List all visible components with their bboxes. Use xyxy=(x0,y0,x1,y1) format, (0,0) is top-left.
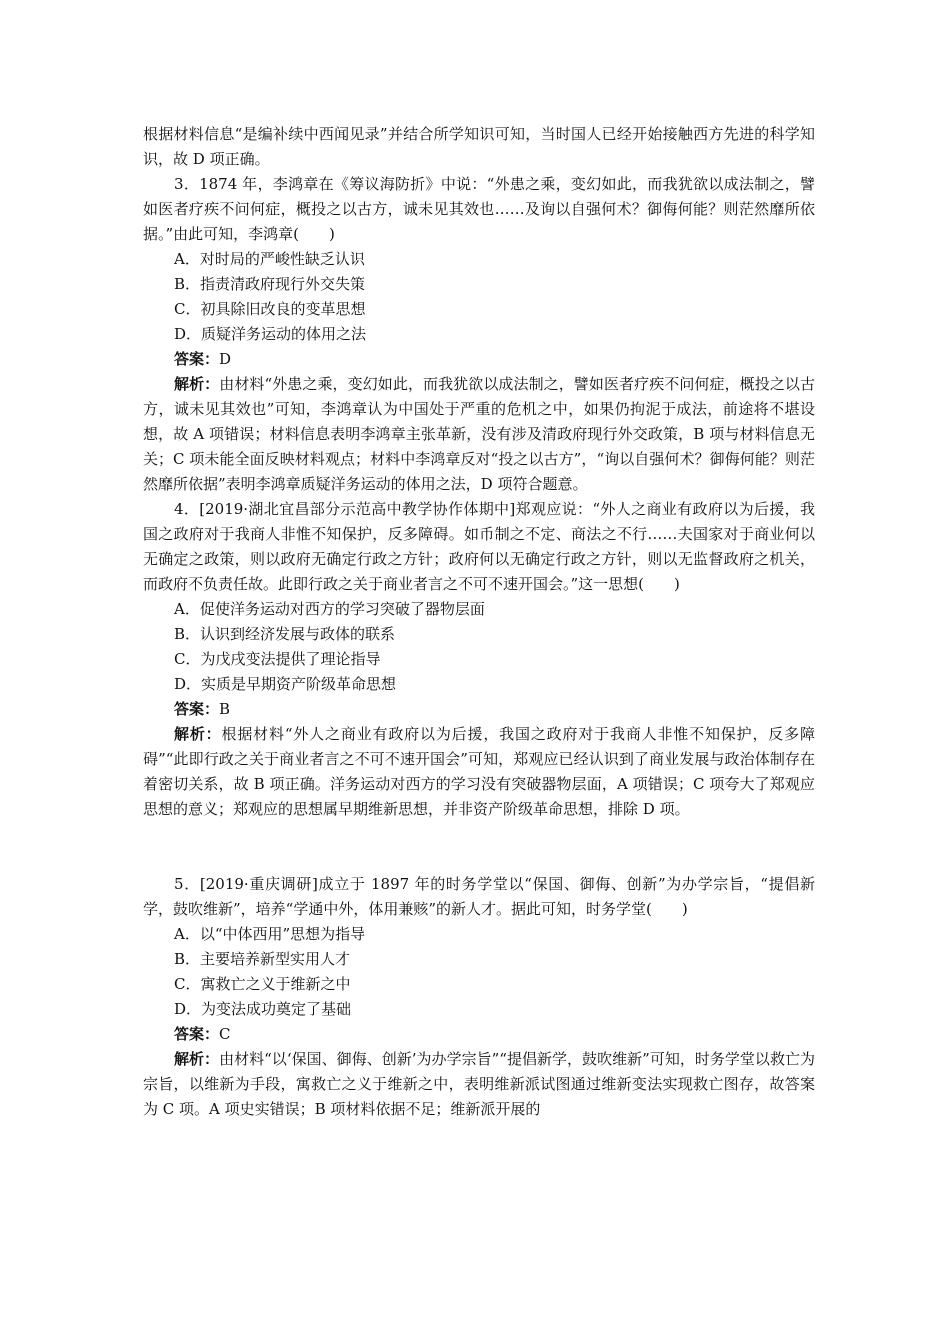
question-stem: 3．1874 年，李鸿章在《筹议海防折》中说：“外患之乘，变幻如此，而我犹欲以成法制之，譬如医者疗疾不问何症，概投之以古方，诚未见其效也……及询以自强何术？御侮何能？则茫然靡所依据。”由此可知，李鸿章( ) xyxy=(143,175,815,243)
option-c: C．为戊戌变法提供了理论指导 xyxy=(174,650,381,668)
analysis-paragraph xyxy=(143,722,815,822)
question-5 xyxy=(143,872,815,1122)
document-page xyxy=(143,122,815,1122)
analysis-text: 根据材料“外人之商业有政府以为后援，我国之政府对于我商人非惟不知保护，反多障碍”“此即行政之关于商业者言之不可不速开国会”可知，郑观应已经认识到了商业发展与政治体制存在着密切关系，故 B 项正确。洋务运动对西方的学习没有突破器物层面，A 项错误；C 项夸大了郑观应思想的意义；郑观应的思想属早期维新思想，并非资产阶级革命思想，排除 D 项。 xyxy=(143,725,815,818)
analysis-text: 由材料“外患之乘，变幻如此，而我犹欲以成法制之，譬如医者疗疾不问何症，概投之以古方，诚未见其效也”可知，李鸿章认为中国处于严重的危机之中，如果仍拘泥于成法，前途将不堪设想，故 A 项错误；材料信息表明李鸿章主张革新，没有涉及清政府现行外交政策，B 项与材料信息无关；C 项未能全面反映材料观点；材料中李鸿章反对“投之以古方”，“询以自强何术？御侮何能？则茫然靡所依据”表明李鸿章质疑洋务运动的体用之法，D 项符合题意。 xyxy=(143,375,815,493)
option-b: B．指责清政府现行外交失策 xyxy=(174,275,366,293)
answer-line xyxy=(143,1022,815,1047)
analysis-paragraph xyxy=(143,1047,815,1122)
analysis-paragraph xyxy=(143,372,815,497)
option-a: A．以“中体西用”思想为指导 xyxy=(174,925,366,943)
answer-label: 答案： xyxy=(174,1025,220,1043)
answer-label: 答案： xyxy=(174,700,220,718)
option-a: A．对时局的严峻性缺乏认识 xyxy=(174,250,365,268)
option-d: D．为变法成功奠定了基础 xyxy=(174,1000,352,1018)
option-b: B．主要培养新型实用人才 xyxy=(174,950,351,968)
option-d: D．质疑洋务运动的体用之法 xyxy=(174,325,367,343)
option-c: C．寓救亡之义于维新之中 xyxy=(174,975,351,993)
analysis-label: 解析： xyxy=(174,725,222,743)
option-b: B．认识到经济发展与政体的联系 xyxy=(174,625,396,643)
option-c: C．初具除旧改良的变革思想 xyxy=(174,300,366,318)
option-d: D．实质是早期资产阶级革命思想 xyxy=(174,675,397,693)
question-stem: 4．[2019·湖北宜昌部分示范高中教学协作体期中]郑观应说：“外人之商业有政府以为后援，我国之政府对于我商人非惟不知保护，反多障碍。如币制之不定、商法之不行……夫国家对于商业何以无确定之政策，则以政府无确定行政之方针；政府何以无确定行政之方针，则以无监督政府之机关，而政府不负责任故。此即行政之关于商业者言之不可不速开国会。”这一思想( ) xyxy=(143,500,815,593)
analysis-label: 解析： xyxy=(174,1050,220,1068)
previous-analysis-continuation: 根据材料信息“是编补续中西闻见录”并结合所学知识可知，当时国人已经开始接触西方先进的科学知识，故 D 项正确。 xyxy=(143,125,815,168)
answer-value: D xyxy=(219,350,232,368)
answer-label: 答案： xyxy=(174,350,220,368)
answer-line xyxy=(143,347,815,372)
answer-value: C xyxy=(219,1025,231,1043)
answer-value: B xyxy=(219,700,231,718)
analysis-label: 解析： xyxy=(174,375,220,393)
spacer xyxy=(143,822,815,872)
question-4 xyxy=(143,497,815,822)
analysis-text: 由材料“以‘保国、御侮、创新’为办学宗旨”“提倡新学，鼓吹维新”可知，时务学堂以救亡为宗旨，以维新为手段，寓救亡之义于维新之中，表明维新派试图通过维新变法实现救亡图存，故答案为 C 项。A 项史实错误；B 项材料依据不足；维新派开展的 xyxy=(143,1050,815,1118)
answer-line xyxy=(143,697,815,722)
question-stem: 5．[2019·重庆调研]成立于 1897 年的时务学堂以“保国、御侮、创新”为办学宗旨，“提倡新学，鼓吹维新”，培养“学通中外，体用兼赅”的新人才。据此可知，时务学堂( ) xyxy=(143,875,815,918)
question-3 xyxy=(143,172,815,497)
option-a: A．促使洋务运动对西方的学习突破了器物层面 xyxy=(174,600,485,618)
